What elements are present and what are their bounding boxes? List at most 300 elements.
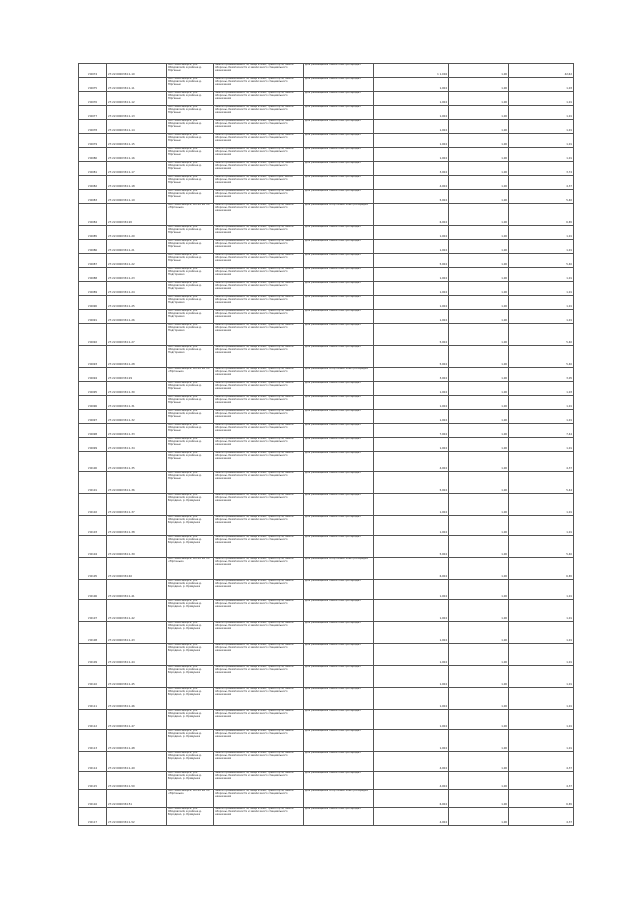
- total-value: 1,01: [509, 268, 574, 282]
- area-value: 1,004: [374, 240, 449, 254]
- permitted-use: Для размещения линий электропередач: [304, 730, 374, 752]
- total-value: 6,65: [509, 204, 574, 226]
- area-value: 1,004: [374, 296, 449, 310]
- table-row: [79, 176, 574, 190]
- land-category: Земли промышленности, энергетики, транспорта, земли обороны, безопасности и земли иного специального назначения: [214, 190, 304, 204]
- coefficient-value: 1,00: [449, 134, 509, 148]
- area-value: 4,004: [374, 176, 449, 190]
- address: обл Новосибирск, р-н Ободовский, в районе д. Юргенью: [167, 106, 214, 120]
- row-id: VI2078: [79, 120, 107, 134]
- row-id: VI2085: [79, 226, 107, 240]
- cadastral-number: 27:22:0000334:1-48: [107, 730, 167, 752]
- address: обл Новосибирск, р-н Ободовский, в районе д. Подгорнино: [167, 346, 214, 368]
- address: обл Новосибирск, р-н Ободовский, в районе д. Бородино, р. Кривушка: [167, 600, 214, 622]
- area-value: 1,004: [374, 666, 449, 688]
- area-value: 1,004: [374, 268, 449, 282]
- row-id: VI2108: [79, 622, 107, 644]
- row-id: VI2101: [79, 472, 107, 494]
- land-category: Земли промышленности, энергетики, транспорта, земли обороны, безопасности и земли иного специального назначения: [214, 452, 304, 472]
- cadastral-number: 27:22:0000334:1-28: [107, 346, 167, 368]
- address: обл Новосибирск, р-н Ободовский, в районе д. Бородино, р. Кривушка: [167, 580, 214, 600]
- row-id: VI2113: [79, 730, 107, 752]
- table-row: [79, 644, 574, 666]
- row-id: VI2087: [79, 254, 107, 268]
- cadastral-number: 27:22:0000334:1-49: [107, 752, 167, 772]
- land-category: Земли промышленности, энергетики, транспорта, земли обороны, безопасности и земли иного специального назначения: [214, 204, 304, 226]
- land-category: Земли промышленности, энергетики, транспорта, земли обороны, безопасности и земли иного специального назначения: [214, 600, 304, 622]
- address: обл Новосибирск, ВЛ-10 кВ ПС «Юргенью»: [167, 368, 214, 382]
- address: обл Новосибирск, р-н Ободовский, в районе д. Юргенью: [167, 162, 214, 176]
- total-value: 1,01: [509, 296, 574, 310]
- cadastral-number: 27:22:0000334:1-24: [107, 282, 167, 296]
- land-category: Земли промышленности, энергетики, транспорта, земли обороны, безопасности и земли иного специального назначения: [214, 644, 304, 666]
- permitted-use: Для размещения линий электропередач: [304, 536, 374, 558]
- area-value: 4,004: [374, 452, 449, 472]
- area-value: 1,004: [374, 410, 449, 424]
- address: обл Новосибирск, р-н Ободовский, в районе д. Бородино, р. Кривушка: [167, 688, 214, 710]
- total-value: 4,37: [509, 772, 574, 790]
- permitted-use: Для размещения линий электропередач: [304, 134, 374, 148]
- permitted-use: Для размещения опор линии электропередач: [304, 204, 374, 226]
- permitted-use: Для размещения линий электропередач: [304, 162, 374, 176]
- table-row: [79, 710, 574, 730]
- row-id: VI2083: [79, 190, 107, 204]
- land-category: Земли промышленности, энергетики, транспорта, земли обороны, безопасности и земли иного специального назначения: [214, 622, 304, 644]
- address: обл Новосибирск, р-н Ободовский, в районе д. Бородино, р. Кривушка: [167, 494, 214, 516]
- table-row: [79, 240, 574, 254]
- cadastral-number: 27:22:0000334:1-46: [107, 688, 167, 710]
- row-id: VI2076: [79, 92, 107, 106]
- table-row: [79, 162, 574, 176]
- land-category: Земли промышленности, энергетики, транспорта, земли обороны, безопасности и земли иного специального назначения: [214, 324, 304, 346]
- cadastral-number: 27:22:0000334:1-45: [107, 666, 167, 688]
- coefficient-value: 1,00: [449, 346, 509, 368]
- total-value: 1,01: [509, 494, 574, 516]
- table-row: [79, 580, 574, 600]
- cadastral-number: 27:22:0000334:1-38: [107, 516, 167, 536]
- permitted-use: Для размещения опор линии электропередач: [304, 790, 374, 808]
- permitted-use: Для размещения линий электропередач: [304, 92, 374, 106]
- total-value: 1,01: [509, 516, 574, 536]
- cadastral-number: 27:22:0000334:1-26: [107, 310, 167, 324]
- address: обл Новосибирск, р-н Ободовский, в районе д. Юргенью: [167, 382, 214, 396]
- permitted-use: Для размещения линий электропередач: [304, 176, 374, 190]
- coefficient-value: 1,00: [449, 580, 509, 600]
- address: обл Новосибирск, р-н Ободовский, в районе д. Подгорнино: [167, 268, 214, 282]
- row-id: VI2107: [79, 600, 107, 622]
- area-value: 4,004: [374, 772, 449, 790]
- address: обл Новосибирск, р-н Ободовский, в районе д. Подгорнино: [167, 310, 214, 324]
- row-id: VI2096: [79, 396, 107, 410]
- cadastral-number: 27:22:0000334:1-50: [107, 772, 167, 790]
- coefficient-value: 1,00: [449, 644, 509, 666]
- row-id: VI2109: [79, 644, 107, 666]
- cadastral-number: 27:22:0000334:1-39: [107, 536, 167, 558]
- table-row: [79, 120, 574, 134]
- total-value: 1,01: [509, 134, 574, 148]
- area-value: 1,004: [374, 78, 449, 92]
- permitted-use: Для размещения опор линии электропередач: [304, 558, 374, 580]
- land-category: Земли промышленности, энергетики, транспорta, земли обороны, безопасности и земли иного специального назначения: [214, 176, 304, 190]
- total-value: 7,44: [509, 424, 574, 438]
- row-id: VI2089: [79, 282, 107, 296]
- permitted-use: Для размещения линий электропередач: [304, 254, 374, 268]
- area-value: 1,004: [374, 92, 449, 106]
- cadastral-number: 27:22:0000334:1-16: [107, 148, 167, 162]
- area-value: 5,004: [374, 536, 449, 558]
- cadastral-number: 27:22:0000334:1-33: [107, 424, 167, 438]
- row-id: VI2110: [79, 666, 107, 688]
- total-value: 1,01: [509, 226, 574, 240]
- area-value: 6,004: [374, 790, 449, 808]
- area-value: 5,004: [374, 346, 449, 368]
- coefficient-value: 1,00: [449, 396, 509, 410]
- total-value: 1,01: [509, 310, 574, 324]
- cadastral-number: 27:22:0000334:1-18: [107, 176, 167, 190]
- table-row: [79, 148, 574, 162]
- area-value: 1,004: [374, 438, 449, 452]
- table-row: [79, 106, 574, 120]
- permitted-use: Для размещения линий электропередач: [304, 240, 374, 254]
- total-value: 5,40: [509, 324, 574, 346]
- coefficient-value: 1,00: [449, 536, 509, 558]
- row-id: VI2093: [79, 346, 107, 368]
- permitted-use: Для размещения линий электропередач: [304, 410, 374, 424]
- land-category: Земли промышленности, энергетики, транспорта, земли обороны, безопасности и земли иного специального назначения: [214, 580, 304, 600]
- land-category: Земли промышленности, энергетики, транспорта, земли обороны, безопасности и земли иного специального назначения: [214, 162, 304, 176]
- row-id: VI2095: [79, 382, 107, 396]
- area-value: 1,004: [374, 600, 449, 622]
- coefficient-value: 1,00: [449, 226, 509, 240]
- area-value: 4,004: [374, 752, 449, 772]
- permitted-use: Для размещения линий электропередач: [304, 120, 374, 134]
- total-value: 3,05: [509, 368, 574, 382]
- land-category: Земли промышленности, энергетики, транспорта, земли обороны, безопасности и земли иного специального назначения: [214, 790, 304, 808]
- total-value: 5,40: [509, 536, 574, 558]
- table-row: [79, 282, 574, 296]
- coefficient-value: 1,00: [449, 204, 509, 226]
- permitted-use: Для размещения линий электропередач: [304, 424, 374, 438]
- cadastral-number: 27:22:0000334:1-34: [107, 438, 167, 452]
- coefficient-value: 1,00: [449, 752, 509, 772]
- address: обл Новосибирск, р-н Ободовский, в районе д. Бородино, р. Кривушка: [167, 622, 214, 644]
- permitted-use: Для размещения линий электропередач: [304, 438, 374, 452]
- coefficient-value: 1,00: [449, 120, 509, 134]
- total-value: 1,01: [509, 438, 574, 452]
- total-value: 4,37: [509, 752, 574, 772]
- table-row: [79, 600, 574, 622]
- row-id: VI2103: [79, 516, 107, 536]
- table-row: [79, 752, 574, 772]
- cadastral-number: 27:22:0000334:1-15: [107, 134, 167, 148]
- coefficient-value: 1,00: [449, 516, 509, 536]
- table-row: [79, 772, 574, 790]
- coefficient-value: 1,00: [449, 64, 509, 78]
- address: обл Новосибирск, р-н Ободовский, в районе д. Подгорнино: [167, 324, 214, 346]
- land-category: Земли промышленности, энергетики, транспорта, земли обороны, безопасности и земли иного специального назначения: [214, 148, 304, 162]
- land-category: Земли промышленности, энергетики, транспорта, земли обороны, безопасности и земли иного специального назначения: [214, 808, 304, 826]
- row-id: VI2081: [79, 162, 107, 176]
- table-row: [79, 78, 574, 92]
- table-row: [79, 424, 574, 438]
- table-row: [79, 622, 574, 644]
- cadastral-number: 27:22:0000334:1-25: [107, 296, 167, 310]
- land-category: Земли промышленности, энергетики, транспорта, земли обороны, безопасности и земли иного специального назначения: [214, 516, 304, 536]
- land-category: Земли промышленности, энергетики, транспорта, земли обороны, безопасности и земли иного специального назначения: [214, 134, 304, 148]
- land-category: Земли промышленности, энергетики, транспорта, земли обороны, безопасности и земли иного специального назначения: [214, 120, 304, 134]
- permitted-use: Для размещения линий электропередач: [304, 64, 374, 78]
- permitted-use: Для размещения линий электропередач: [304, 382, 374, 396]
- total-value: 42,62: [509, 64, 574, 78]
- table-row: [79, 688, 574, 710]
- area-value: 6,004: [374, 558, 449, 580]
- table-row: [79, 382, 574, 396]
- cadastral-number: 27:22:0000334:1-43: [107, 622, 167, 644]
- land-category: Земли промышленности, энергетики, транспорта, земли обороны, безопасности и земли иного специального назначения: [214, 666, 304, 688]
- coefficient-value: 1,00: [449, 790, 509, 808]
- address: обл Новосибирск, ВЛ-10 кВ ПС «Юргенью»: [167, 790, 214, 808]
- permitted-use: Для размещения линий электропередач: [304, 772, 374, 790]
- row-id: VI2106: [79, 580, 107, 600]
- cadastral-number: 27:22:0000334:1-19: [107, 190, 167, 204]
- area-value: 3,004: [374, 368, 449, 382]
- row-id: VI2098: [79, 424, 107, 438]
- table-row: [79, 368, 574, 382]
- address: обл Новосибирск, р-н Ободовский, в районе д. Бородино, р. Кривушка: [167, 808, 214, 826]
- row-id: VI2092: [79, 324, 107, 346]
- cadastral-number: 27:22:0000334:1-37: [107, 494, 167, 516]
- coefficient-value: 1,00: [449, 190, 509, 204]
- address: обл Новосибирск, р-н Ободовский, в районе д. Юргенью: [167, 410, 214, 424]
- cadastral-number: 27:22:0000334:40: [107, 558, 167, 580]
- coefficient-value: 1,00: [449, 666, 509, 688]
- cadastral-number: 27:22:0000334:1-35: [107, 452, 167, 472]
- coefficient-value: 1,00: [449, 148, 509, 162]
- area-value: 1,004: [374, 580, 449, 600]
- area-value: 1,004: [374, 148, 449, 162]
- permitted-use: Для размещения линий электропередач: [304, 710, 374, 730]
- permitted-use: Для размещения линий электропередач: [304, 452, 374, 472]
- permitted-use: Для размещения линий электропередач: [304, 396, 374, 410]
- total-value: 4,37: [509, 452, 574, 472]
- table-row: [79, 190, 574, 204]
- total-value: 5,44: [509, 472, 574, 494]
- row-id: VI2115: [79, 772, 107, 790]
- address: обл Новосибирск, р-н Ободовский, в районе д. Подгорнино: [167, 296, 214, 310]
- address: обл Новосибирск, р-н Ободовский, в районе д. Юргенью: [167, 396, 214, 410]
- table-row: [79, 558, 574, 580]
- total-value: 1,01: [509, 240, 574, 254]
- coefficient-value: 1,00: [449, 78, 509, 92]
- area-value: 1,004: [374, 688, 449, 710]
- table-row: [79, 396, 574, 410]
- total-value: 4,37: [509, 176, 574, 190]
- land-category: Земли промышленности, энергетики, транспорта, земли обороны, безопасности и земли иного специального назначения: [214, 64, 304, 78]
- table-row: [79, 346, 574, 368]
- total-value: 1,01: [509, 730, 574, 752]
- land-category: Земли промышленности, энергетики, транспорта, земли обороны, безопасности и земли иного специального назначения: [214, 424, 304, 438]
- coefficient-value: 1,00: [449, 472, 509, 494]
- cadastral-number: 27:22:0000334:1-36: [107, 472, 167, 494]
- row-id: VI2094: [79, 368, 107, 382]
- row-id: VI2105: [79, 558, 107, 580]
- permitted-use: Для размещения линий электропередач: [304, 346, 374, 368]
- table-row: [79, 134, 574, 148]
- table-row: [79, 516, 574, 536]
- total-value: 1,01: [509, 644, 574, 666]
- table-row: [79, 536, 574, 558]
- address: обл Новосибирск, р-н Ободовский, в районе д. Бородино, р. Кривушка: [167, 772, 214, 790]
- coefficient-value: 1,00: [449, 240, 509, 254]
- area-value: 5,004: [374, 254, 449, 268]
- permitted-use: Для размещения линий электропередач: [304, 622, 374, 644]
- permitted-use: Для размещения линий электропередач: [304, 78, 374, 92]
- row-id: VI2088: [79, 268, 107, 282]
- land-category: Земли промышленности, энергетики, транспорта, земли обороны, безопасности и земли иного специального назначения: [214, 282, 304, 296]
- address: обл Новосибирск, р-н Ободовский, в районе д. Юргенью: [167, 120, 214, 134]
- table-row: [79, 808, 574, 826]
- address: обл Новосибирск, р-н Ободовский, в районе д. Юргенью: [167, 78, 214, 92]
- total-value: 1,01: [509, 710, 574, 730]
- area-value: 5,004: [374, 190, 449, 204]
- coefficient-value: 1,00: [449, 176, 509, 190]
- land-category: Земли промышленности, энергетики, транспорта, земли обороны, безопасности и земли иного специального назначения: [214, 536, 304, 558]
- address: обл Новосибирск, р-н Ободовский, в районе д. Юргенью: [167, 452, 214, 472]
- row-id: VI2090: [79, 296, 107, 310]
- row-id: VI2114: [79, 752, 107, 772]
- area-value: 5,004: [374, 472, 449, 494]
- land-category: Земли промышленности, энергетики, транспорта, земли обороны, безопасности и земли иного специального назначения: [214, 226, 304, 240]
- address: обл Новосибирск, р-н Ободовский, в районе д. Бородино, р. Кривушка: [167, 666, 214, 688]
- permitted-use: Для размещения линий электропередач: [304, 268, 374, 282]
- table-row: [79, 790, 574, 808]
- coefficient-value: 1,00: [449, 268, 509, 282]
- cadastral-number: 27:22:0000334:1-17: [107, 162, 167, 176]
- land-category: Земли промышленности, энергетики, транспорта, земли обороны, безопасности и земли иного специального назначения: [214, 92, 304, 106]
- table-row: [79, 296, 574, 310]
- row-id: VI2082: [79, 176, 107, 190]
- total-value: 1,01: [509, 92, 574, 106]
- total-value: 1,03: [509, 78, 574, 92]
- cadastral-number: 27:22:0000334:1-47: [107, 710, 167, 730]
- cadastral-number: 27:22:0000334:1-27: [107, 324, 167, 346]
- land-category: Земли промышленности, энергетики, транспорта, земли обороны, безопасности и земли иного специального назначения: [214, 438, 304, 452]
- row-id: VI2102: [79, 494, 107, 516]
- land-category: Земли промышленности, энергетики, транспорта, земли обороны, безопасности и земли иного специального назначения: [214, 396, 304, 410]
- total-value: 1,01: [509, 106, 574, 120]
- coefficient-value: 1,00: [449, 106, 509, 120]
- coefficient-value: 1,00: [449, 324, 509, 346]
- row-id: VI2117: [79, 808, 107, 826]
- total-value: 1,01: [509, 396, 574, 410]
- coefficient-value: 1,00: [449, 808, 509, 826]
- area-value: 1,004: [374, 710, 449, 730]
- address: обл Новосибирск, р-н Ободовский, в районе д. Бородино, р. Кривушка: [167, 752, 214, 772]
- permitted-use: Для размещения линий электропередач: [304, 808, 374, 826]
- permitted-use: Для размещения линий электропередач: [304, 752, 374, 772]
- address: обл Новосибирск, р-н Ободовский, в районе д. Юргенью: [167, 64, 214, 78]
- cadastral-number: 27:22:0000334:1-20: [107, 226, 167, 240]
- cadastral-number: 27:22:0000334:20: [107, 204, 167, 226]
- area-value: 1,004: [374, 644, 449, 666]
- permitted-use: Для размещения линий электропередач: [304, 472, 374, 494]
- area-value: 1,004: [374, 310, 449, 324]
- land-category: Земли промышленности, энергетики, транспорта, земли обороны, безопасности и земли иного специального назначения: [214, 752, 304, 772]
- land-category: Земли промышленности, энергетики, транспорта, земли обороны, безопасности и земли иного специального назначения: [214, 730, 304, 752]
- table-row: [79, 92, 574, 106]
- row-id: VI2099: [79, 438, 107, 452]
- total-value: 6,65: [509, 558, 574, 580]
- coefficient-value: 1,00: [449, 254, 509, 268]
- permitted-use: Для размещения линий электропередач: [304, 106, 374, 120]
- cadastral-number: 27:22:0000334:1-31: [107, 396, 167, 410]
- cadastral-number: 27:22:0000334:1-32: [107, 410, 167, 424]
- permitted-use: Для размещения линий электропередач: [304, 282, 374, 296]
- row-id: VI2086: [79, 240, 107, 254]
- address: обл Новосибирск, р-н Ободовский, в районе д. Юргенью: [167, 424, 214, 438]
- address: обл Новосибирск, ВЛ-10 кВ ПС «Юргенью»: [167, 204, 214, 226]
- permitted-use: Для размещения линий электропередач: [304, 580, 374, 600]
- area-value: 1,004: [374, 134, 449, 148]
- address: обл Новосибирск, р-н Ободовский, в районе д. Юргенью: [167, 472, 214, 494]
- coefficient-value: 1,00: [449, 438, 509, 452]
- permitted-use: Для размещения линий электропередач: [304, 310, 374, 324]
- total-value: 3,74: [509, 162, 574, 176]
- land-category: Земли промышленности, энергетики, транспорта, земли обороны, безопасности и земли иного специального назначения: [214, 106, 304, 120]
- address: обл Новосибирск, р-н Ободовский, в районе д. Бородино, р. Кривушка: [167, 516, 214, 536]
- land-category: Земли промышленности, энергетики, транспорта, земли обороны, безопасности и земли иного специального назначения: [214, 254, 304, 268]
- coefficient-value: 1,00: [449, 558, 509, 580]
- total-value: 5,40: [509, 254, 574, 268]
- area-value: 1,004: [374, 382, 449, 396]
- total-value: 1,01: [509, 688, 574, 710]
- row-id: VI2077: [79, 106, 107, 120]
- address: обл Новосибирск, р-н Ободовский, в районе д. Юргенью: [167, 148, 214, 162]
- land-category: Земли промышленности, энергетики, транспорта, земли обороны, безопасности и земли иного специального назначения: [214, 346, 304, 368]
- land-category: Земли промышленности, энергетики, транспорта, земли обороны, безопасности и земли иного специального назначения: [214, 558, 304, 580]
- area-value: 1,004: [374, 396, 449, 410]
- area-value: 6,004: [374, 204, 449, 226]
- area-value: 1 1,004: [374, 64, 449, 78]
- row-id: VI2104: [79, 536, 107, 558]
- permitted-use: Для размещения линий электропередач: [304, 516, 374, 536]
- cadastral-number: 27:22:0000334:1-14: [107, 120, 167, 134]
- land-category: Земли промышленности, энергетики, транспорта, земли обороны, безопасности и земли иного специального назначения: [214, 472, 304, 494]
- land-category: Земли промышленности, энергетики, транспорта, земли обороны, безопасности и земли иного специального назначения: [214, 710, 304, 730]
- table-row: [79, 666, 574, 688]
- permitted-use: Для размещения линий электропередач: [304, 324, 374, 346]
- land-category: Земли промышленности, энергетики, транспорта, земли обороны, безопасности и земли иного специального назначения: [214, 772, 304, 790]
- cadastral-number: 27:22:0000334:51: [107, 790, 167, 808]
- total-value: 1,01: [509, 622, 574, 644]
- cadastral-number: 27:22:0000334:1-11: [107, 78, 167, 92]
- row-id: VI2097: [79, 410, 107, 424]
- land-category: Земли промышленности, энергетики, транспорта, земли обороны, безопасности и земли иного специального назначения: [214, 494, 304, 516]
- cadastral-number: 27:22:0000334:1-44: [107, 644, 167, 666]
- row-id: VI2100: [79, 452, 107, 472]
- permitted-use: Для размещения опор линии электропередач: [304, 368, 374, 382]
- area-value: 1,004: [374, 226, 449, 240]
- address: обл Новосибирск, р-н Ободовский, в районе д. Юргенью: [167, 226, 214, 240]
- cadastral-number: 27:22:0000334:1-30: [107, 382, 167, 396]
- row-id: VI2079: [79, 134, 107, 148]
- area-value: 1,004: [374, 120, 449, 134]
- area-value: 1,004: [374, 622, 449, 644]
- cadastral-number: 27:22:0000334:29: [107, 368, 167, 382]
- coefficient-value: 1,00: [449, 494, 509, 516]
- permitted-use: Для размещения линий электропередач: [304, 190, 374, 204]
- row-id: VI2075: [79, 78, 107, 92]
